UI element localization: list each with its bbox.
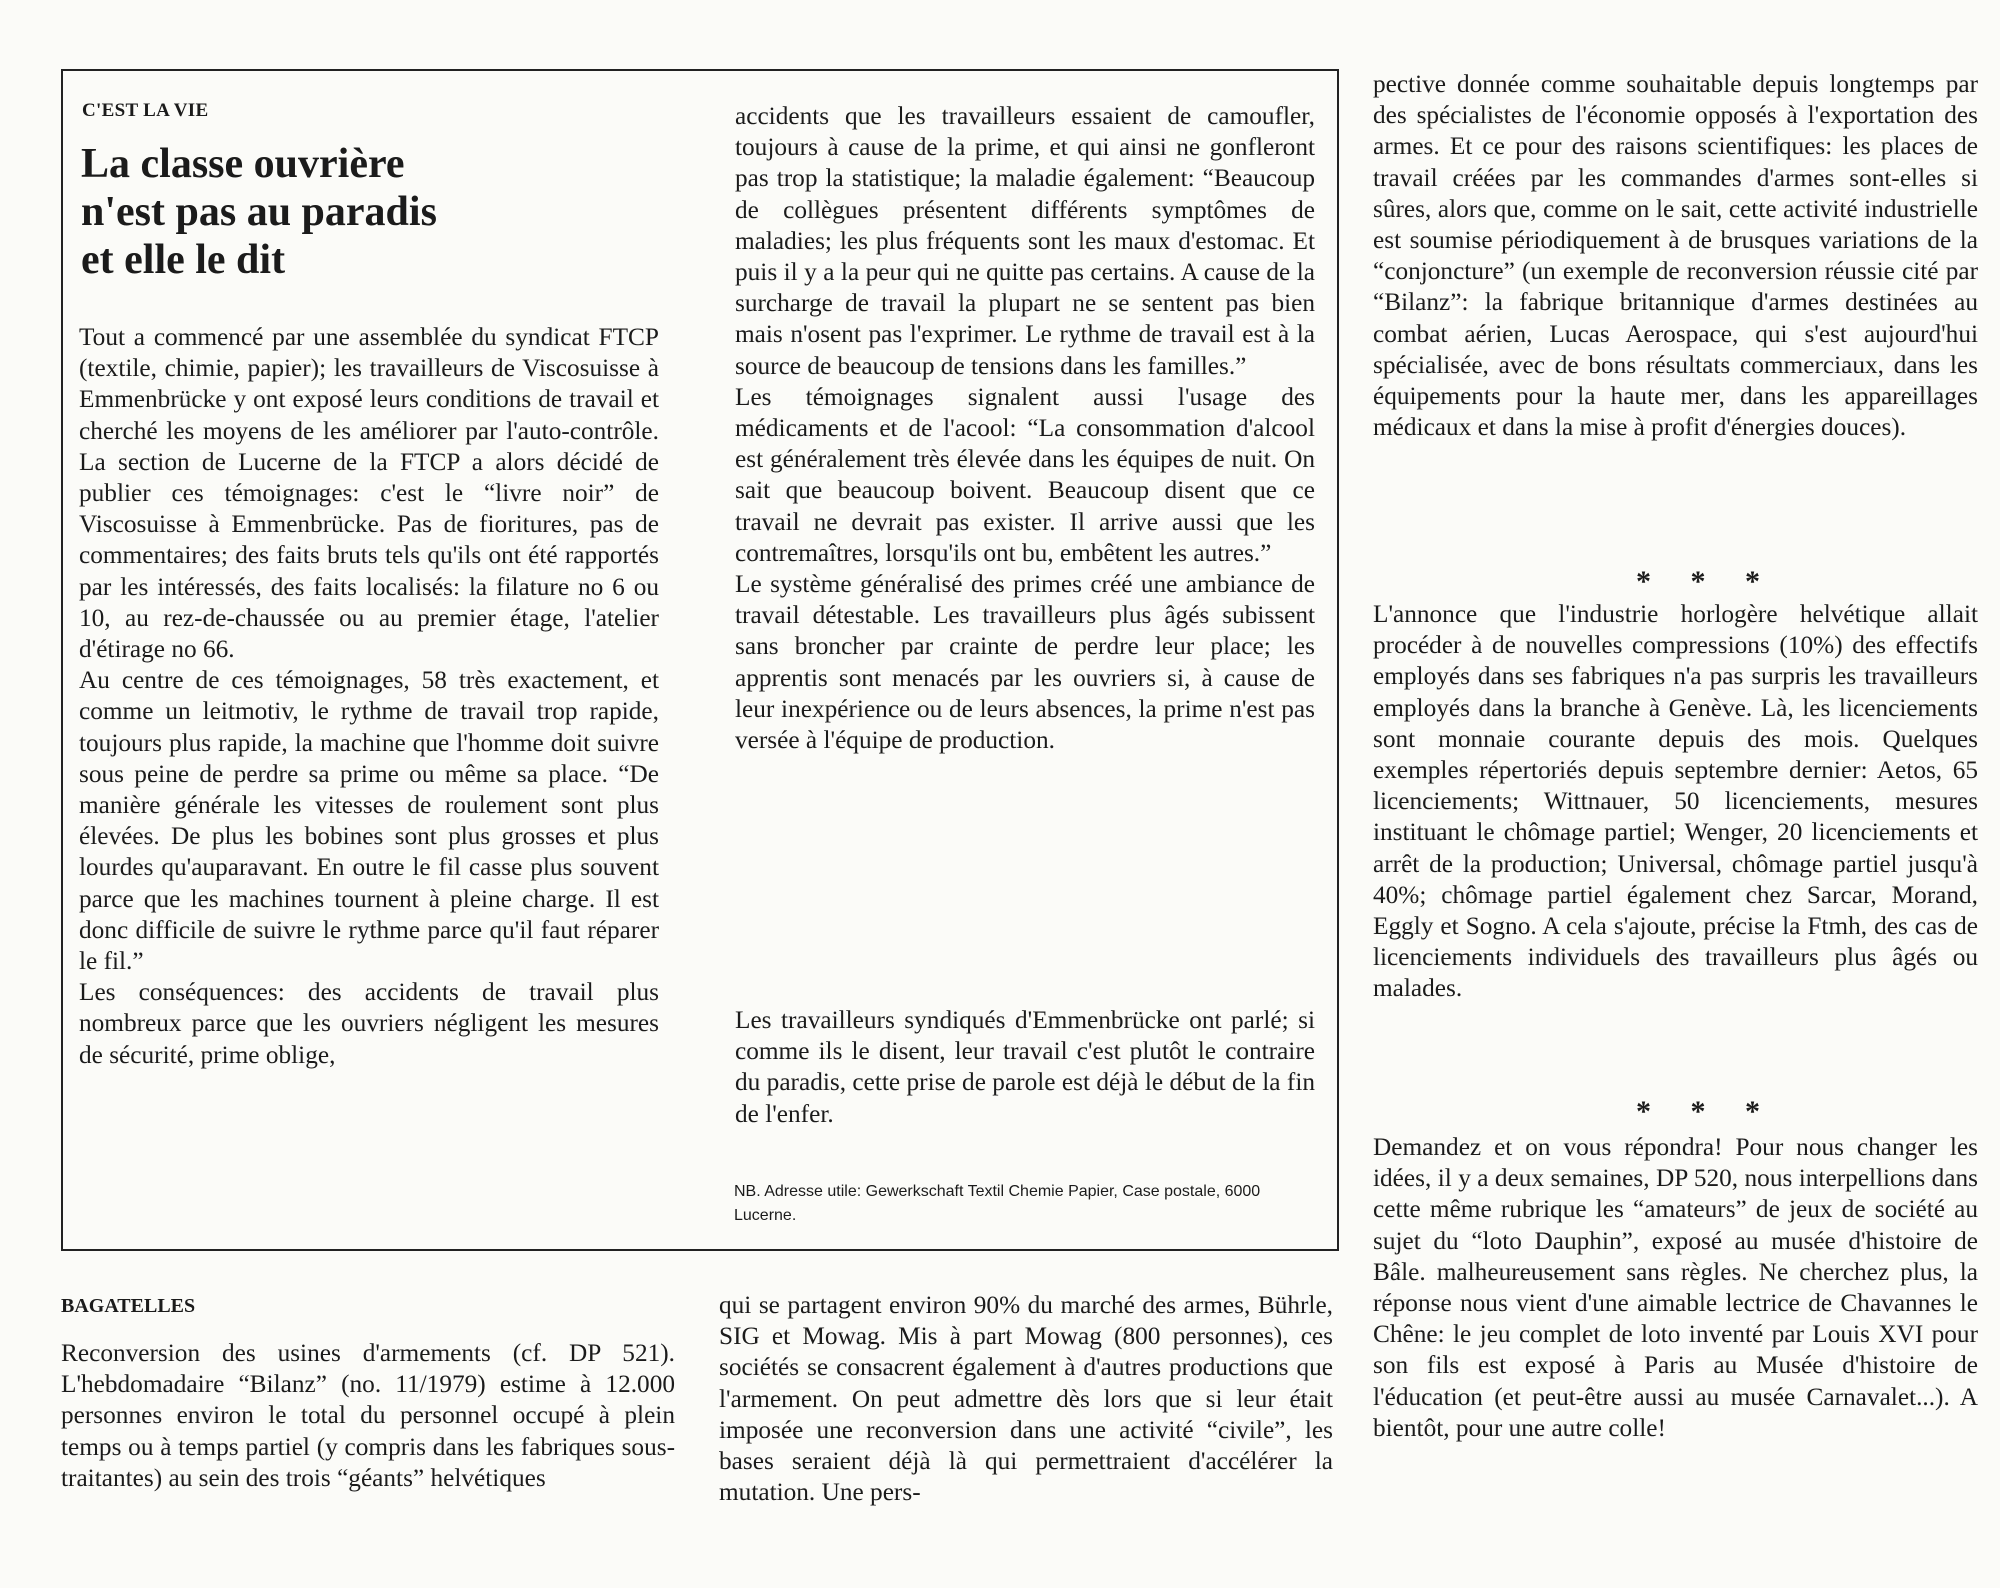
bagatelles-col3-part-3: Demandez et on vous répondra! Pour nous changer les idées, il y a deux semaines, DP 520, nous interpellions dans cette même rubrique les “amateurs” de jeux de société au sujet du “loto Dauphin”, exposé au musée d'histoire de Bâle. malheureusement sans règles. Ne cherchez plus, la réponse nous vient d'une aimable lectrice de Chavannes le Chêne: le jeu complet de loto inventé par Louis XVI pour son fils est exposé à Paris au Musée d'histoire de l'éducation (et peut-être aussi au musée Carnavalet...). A bientôt, pour une autre colle! [1373, 1133, 1978, 1442]
bagatelles-col3-part-2: L'annonce que l'industrie horlogère helvétique allait procéder à de nouvelles compressions (10%) des effectifs employés dans ses fabriques n'a pas surpris les travailleurs employés dans la branche à Genève. Là, les licenciements sont monnaie courante depuis des mois. Quelques exemples répertoriés depuis septembre dernier: Aetos, 65 licenciements; Wittnauer, 50 licenciements, mesures instituant le chômage partiel; Wenger, 20 licenciements et arrêt de la production; Universal, chômage partiel jusqu'à 40%; chômage partiel également chez Sarcar, Morand, Eggly et Sogno. A cela s'ajoute, précise la Ftmh, des cas de licenciements individuels des travailleurs plus âgés ou malades. [1373, 600, 1978, 1003]
headline-line-1: La classe ouvrière [81, 141, 405, 187]
bagatelles-label: BAGATELLES [61, 1295, 196, 1317]
article-col2-paragraph: Le système généralisé des primes créé une ambiance de travail détestable. Les travailleurs plus âgés subissent sans broncher par crainte de perdre leur place; les apprentis sont menacés par les ouvriers si, à cause de leur inexpérience ou de leurs absences, la prime n'est pas versée à l'équipe de production. [735, 570, 1315, 755]
separator-stars: * * * [1636, 1095, 1776, 1128]
article-col1-paragraph: Les conséquences: des accidents de travail plus nombreux parce que les ouvriers négligent les mesures de sécurité, prime oblige, [79, 978, 659, 1069]
bagatelles-column-1: Reconversion des usines d'armements (cf. DP 521). L'hebdomadaire “Bilanz” (no. 11/1979) estime à 12.000 personnes environ le total du personnel occupé à plein temps ou à temps partiel (y compris dans les fabriques sous-traitantes) au sein des trois “géants” helvétiques [61, 1339, 675, 1492]
article-headline [81, 140, 641, 284]
separator-stars: * * * [1636, 565, 1776, 598]
bagatelles-column-2: qui se partagent environ 90% du marché des armes, Bührle, SIG et Mowag. Mis à part Mowag (800 personnes), ces sociétés se consacrent également à d'autres productions que l'armement. On peut admettre dès lors que si leur était imposée une reconversion dans une activité “civile”, les bases seraient déjà là qui permettraient d'accélérer la mutation. Une pers- [719, 1291, 1333, 1507]
article-col1-paragraph: Tout a commencé par une assemblée du syndicat FTCP (textile, chimie, papier); les travailleurs de Viscosuisse à Emmenbrücke y ont exposé leurs conditions de travail et cherché les moyens de les améliorer par l'auto-contrôle. La section de Lucerne de la FTCP a alors décidé de publier ces témoignages: c'est le “livre noir” de Viscosuisse à Emmenbrücke. Pas de fioritures, pas de commentaires; des faits bruts tels qu'ils ont été rapportés par les intéressés, des faits localisés: la filature no 6 ou 10, au rez-de-chaussée ou au premier étage, l'atelier d'étirage no 66. [79, 323, 659, 664]
article-kicker: C'EST LA VIE [82, 100, 209, 121]
article-column-1 [79, 322, 659, 1071]
bagatelles-col3-part-1: pective donnée comme souhaitable depuis longtemps par des spécialistes de l'économie opposés à l'exportation des armes. Et ce pour des raisons scientifiques: les places de travail créées par les commandes d'armes sont-elles si sûres, alors que, comme on le sait, cette activité industrielle est soumise périodiquement à de brusques variations de la “conjoncture” (un exemple de reconversion réussie cité par “Bilanz”: la fabrique britannique d'armes destinées au combat aérien, Lucas Aerospace, qui s'est aujourd'hui spécialisée, avec de bons résultats commerciaux, dans les équipements pour la haute mer, dans les appareillages médicaux et dans la mise à profit d'énergies douces). [1373, 70, 1978, 442]
headline-line-2: n'est pas au paradis [81, 189, 437, 235]
article-col2-closing: Les travailleurs syndiqués d'Emmenbrücke ont parlé; si comme ils le disent, leur travail c'est plutôt le contraire du paradis, cette prise de parole est déjà le début de la fin de l'enfer. [735, 1006, 1315, 1128]
article-col2-paragraph: accidents que les travailleurs essaient de camoufler, toujours à cause de la prime, et qui ainsi ne gonfleront pas trop la statistique; la maladie également: “Beaucoup de collègues présentent différents symptômes de maladies; les plus fréquents sont les maux d'estomac. Et puis il y a la peur qui ne quitte pas certains. A cause de la surcharge de travail la plupart ne se sentent pas bien mais n'osent pas l'exprimer. Le rythme de travail est à la source de beaucoup de tensions dans les familles.” [735, 102, 1315, 380]
article-note: NB. Adresse utile: Gewerkschaft Textil Chemie Papier, Case postale, 6000 Lucerne. [734, 1183, 1261, 1224]
article-column-2 [735, 101, 1315, 756]
headline-line-3: et elle le dit [81, 237, 286, 283]
article-col2-paragraph: Les témoignages signalent aussi l'usage des médicaments et de l'acool: “La consommation d'alcool est généralement très élevée dans les équipes de nuit. On sait que beaucoup boivent. Beaucoup disent que ce travail ne devrait pas exister. Il arrive aussi que les contremaîtres, lorsqu'ils ont bu, embêtent les autres.” [735, 382, 1315, 567]
article-col1-paragraph: Au centre de ces témoignages, 58 très exactement, et comme un leitmotiv, le rythme de travail trop rapide, toujours plus rapide, la machine que l'homme doit suivre sous peine de perdre sa prime ou même sa place. “De manière générale les vitesses de roulement sont plus élevées. De plus les bobines sont plus grosses et plus lourdes qu'auparavant. En outre le fil casse plus souvent parce que les machines tournent à pleine charge. Il est donc difficile de suivre le rythme parce qu'il faut réparer le fil.” [79, 666, 659, 976]
